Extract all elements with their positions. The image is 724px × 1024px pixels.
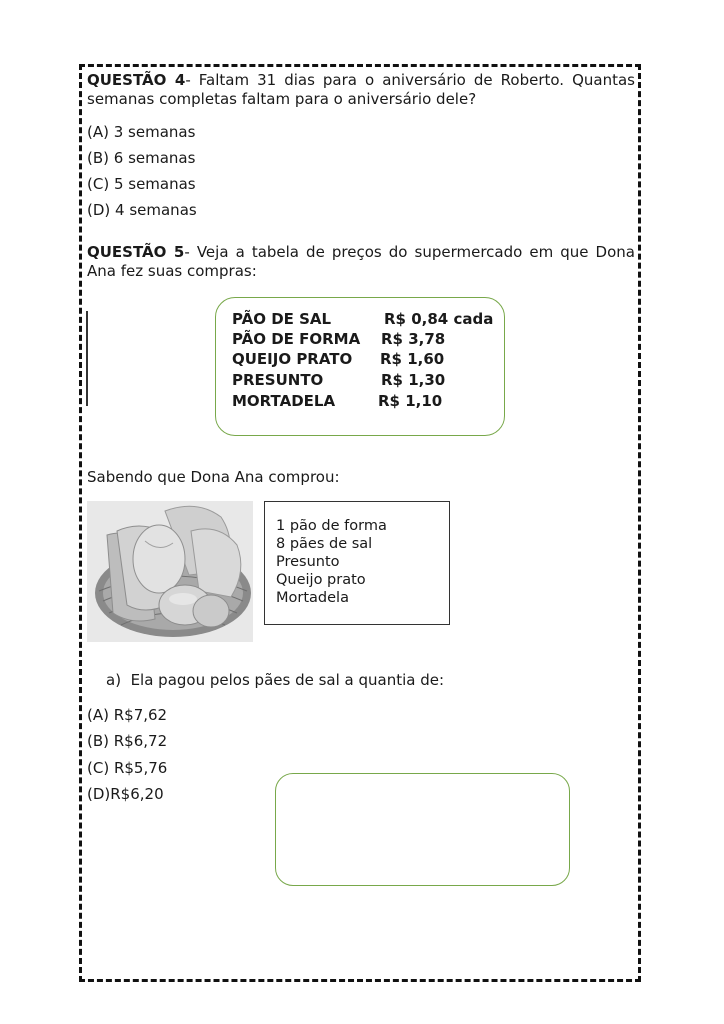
q4-option-b[interactable]: (B) 6 semanas (87, 149, 196, 167)
price-item-mortadela: MORTADELA (232, 392, 336, 410)
bought-item-5: Mortadela (276, 590, 349, 606)
question-4-number: QUESTÃO 4 (87, 71, 186, 89)
bought-item-4: Queijo prato (276, 572, 366, 588)
q5-option-a[interactable]: (A) R$7,62 (87, 706, 168, 724)
price-item-pao-de-sal: PÃO DE SAL (232, 310, 332, 328)
price-value-pao-de-sal: R$ 0,84 cada (384, 310, 494, 328)
bought-item-1: 1 pão de forma (276, 518, 387, 534)
question-5-text (87, 243, 635, 281)
price-item-queijo-prato: QUEIJO PRATO (232, 350, 353, 368)
price-value-queijo-prato: R$ 1,60 (380, 350, 445, 368)
bread-basket-photo (87, 501, 253, 642)
q5-option-d[interactable]: (D)R$6,20 (87, 785, 164, 803)
price-value-presunto: R$ 1,30 (381, 371, 446, 389)
question-4-text (87, 71, 635, 109)
bought-intro: Sabendo que Dona Ana comprou: (87, 468, 340, 486)
question-5-statement: - Veja a tabela de preços do supermercado em que Dona Ana fez suas compras: (87, 243, 635, 280)
q5-option-b[interactable]: (B) R$6,72 (87, 732, 168, 750)
sub-question-a: a) Ela pagou pelos pães de sal a quantia de: (106, 671, 445, 689)
q4-option-d[interactable]: (D) 4 semanas (87, 201, 197, 219)
q4-option-a[interactable]: (A) 3 semanas (87, 123, 196, 141)
margin-line (86, 311, 88, 406)
q4-option-c[interactable]: (C) 5 semanas (87, 175, 196, 193)
price-item-presunto: PRESUNTO (232, 371, 324, 389)
bought-item-3: Presunto (276, 554, 340, 570)
answer-box[interactable] (275, 773, 570, 886)
q5-option-c[interactable]: (C) R$5,76 (87, 759, 168, 777)
question-4-statement: - Faltam 31 dias para o aniversário de Roberto. Quantas semanas completas faltam para o aniversário dele? (87, 71, 635, 108)
question-5-number: QUESTÃO 5 (87, 243, 185, 261)
price-value-pao-de-forma: R$ 3,78 (381, 330, 446, 348)
price-value-mortadela: R$ 1,10 (378, 392, 443, 410)
bought-item-2: 8 pães de sal (276, 536, 373, 552)
price-item-pao-de-forma: PÃO DE FORMA (232, 330, 361, 348)
